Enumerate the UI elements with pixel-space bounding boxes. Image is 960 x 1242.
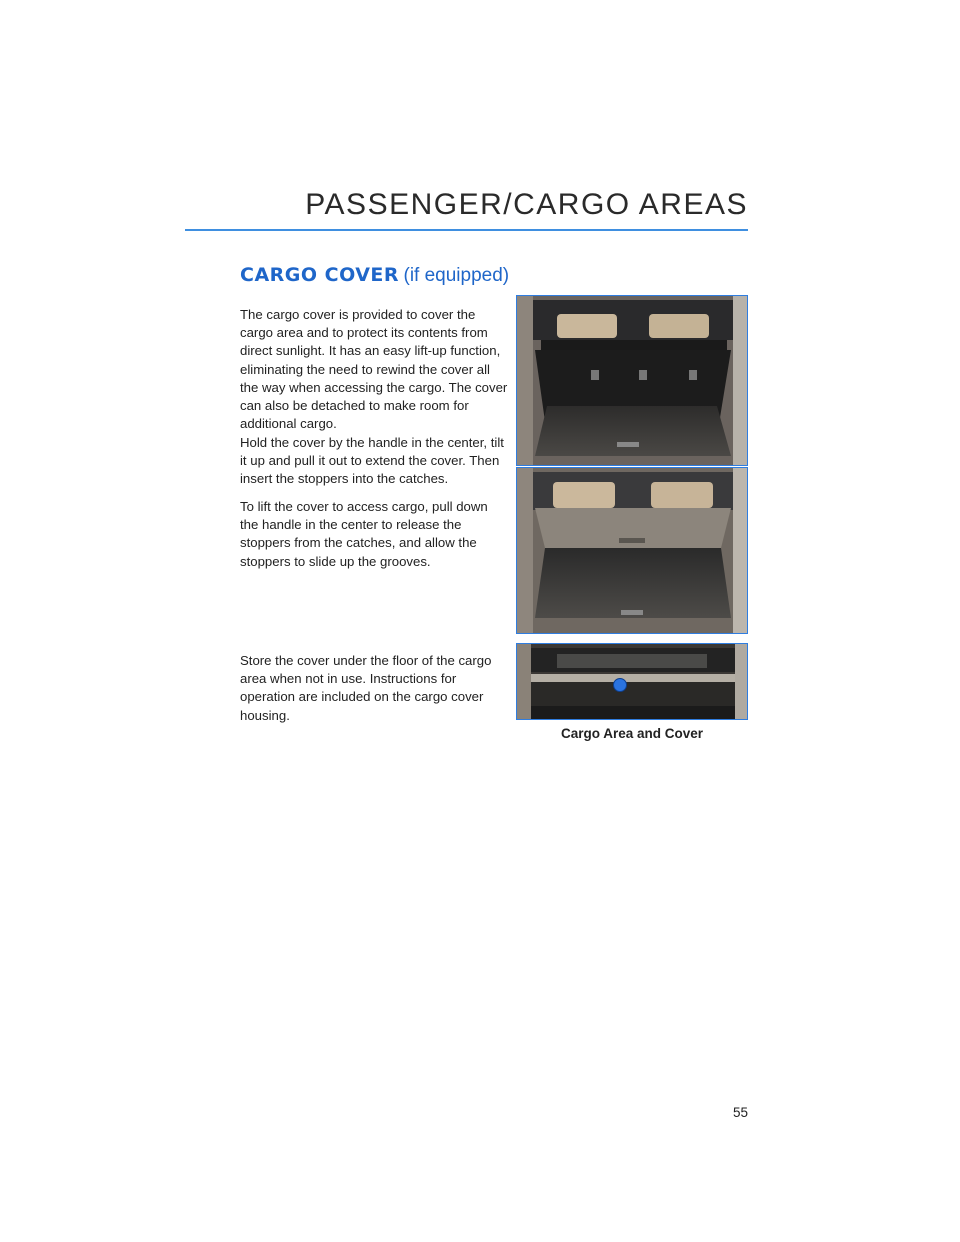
cargo-photo-cover-stored [516, 643, 748, 720]
header-rule [185, 229, 748, 231]
title-suffix: (if equipped) [403, 265, 510, 286]
figure-caption: Cargo Area and Cover [560, 726, 704, 741]
cargo-photo-2-image [517, 468, 748, 634]
cargo-photo-cover-extended [516, 467, 748, 634]
cargo-photo-cover-retracted [516, 295, 748, 466]
title-main: CARGO COVER [240, 264, 400, 286]
paragraph-2: Hold the cover by the handle in the center, tilt it up and pull it out to extend the cover. Then insert the stoppers into the catches. [240, 435, 504, 487]
cargo-photo-3-image [517, 644, 748, 720]
cargo-photo-1-image [517, 296, 748, 466]
page-number: 55 [732, 1105, 748, 1120]
article-title [240, 264, 509, 287]
section-header: PASSENGER/CARGO AREAS [305, 188, 748, 221]
callout-marker [613, 678, 627, 692]
paragraph-4: Store the cover under the floor of the cargo area when not in use. Instructions for operation are included on the cargo cover housing. [240, 653, 492, 723]
paragraph-3: To lift the cover to access cargo, pull down the handle in the center to release the stoppers from the catches, and allow the stoppers to slide up the grooves. [240, 499, 488, 569]
paragraph-1: The cargo cover is provided to cover the cargo area and to protect its contents from direct sunlight. It has an easy lift-up function, eliminating the need to rewind the cover all the way when accessing the cargo. The cover can also be detached to make room for additional cargo. [240, 307, 508, 432]
